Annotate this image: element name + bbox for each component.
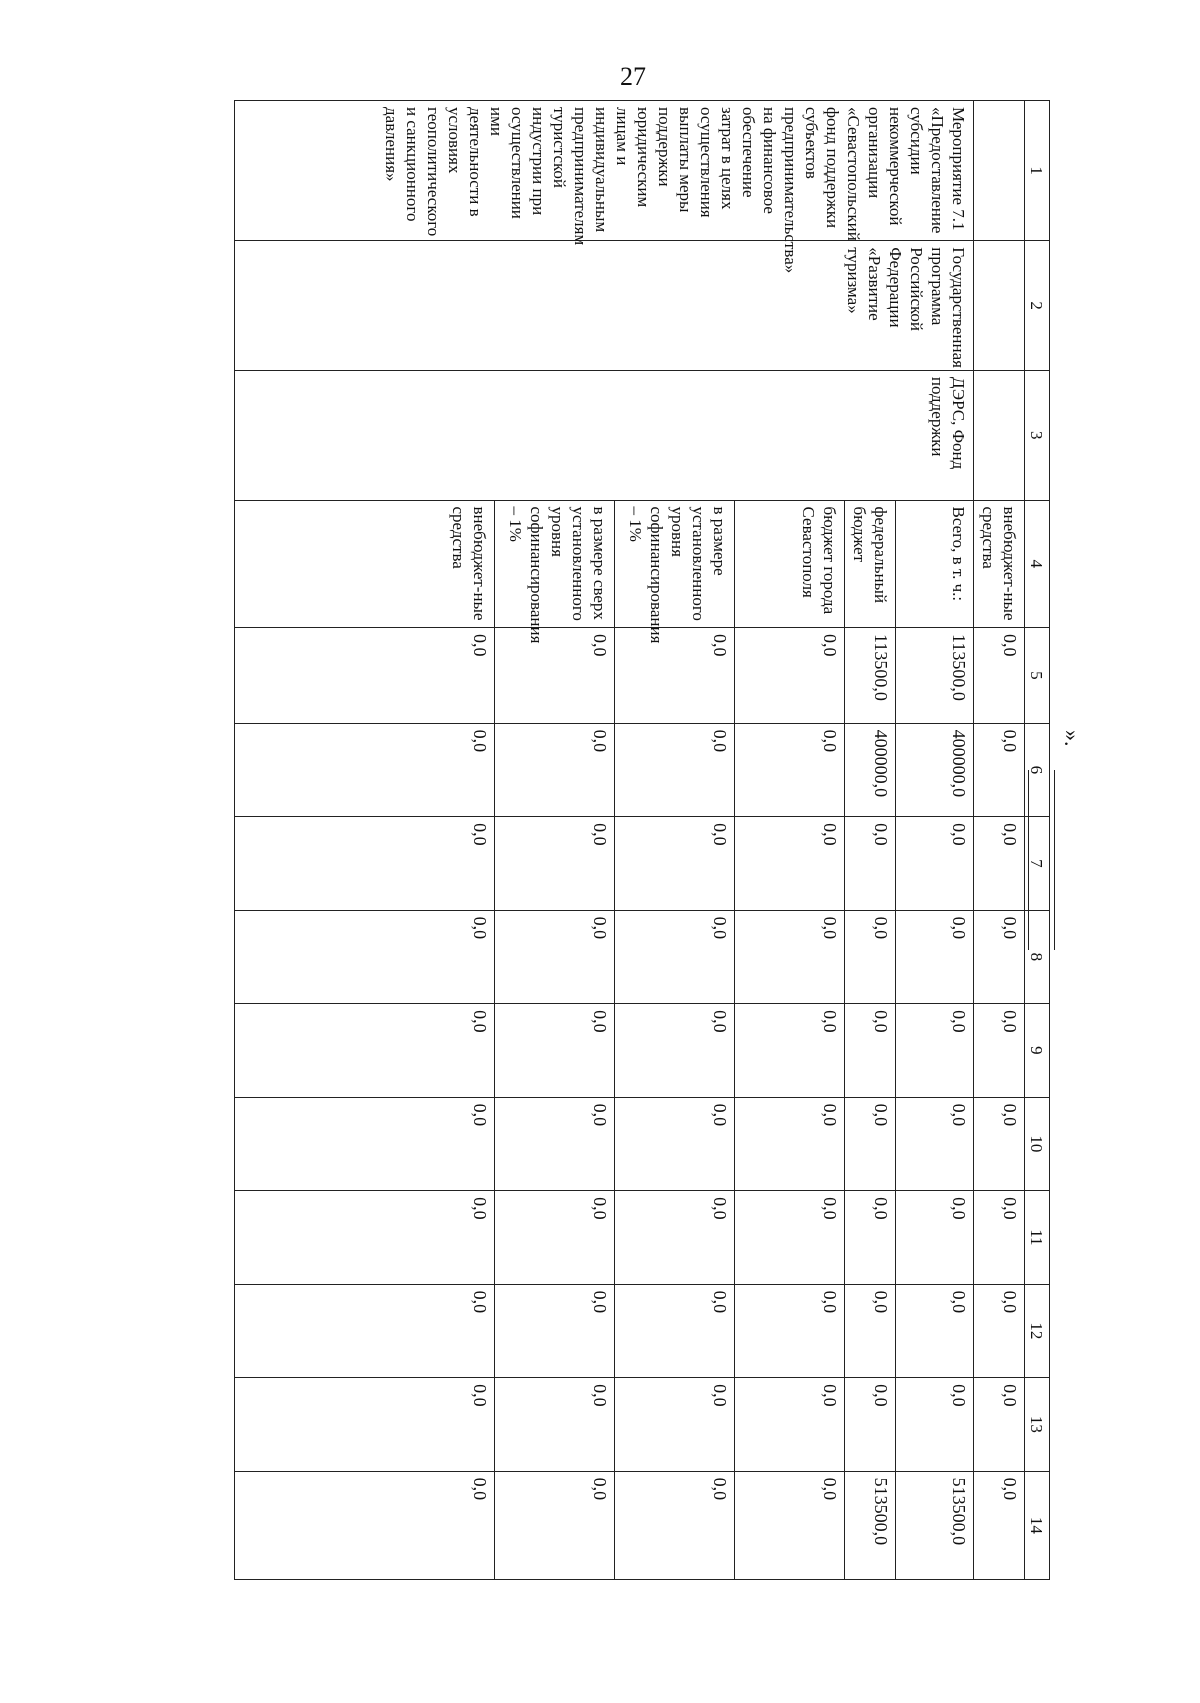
value-cell: 0,0 — [235, 1004, 495, 1098]
value-cell: 113500,0 — [845, 628, 896, 724]
value-cell: 0,0 — [615, 723, 735, 817]
value-cell: 0,0 — [845, 1004, 896, 1098]
value-cell: 0,0 — [974, 1097, 1025, 1191]
value-cell: 0,0 — [495, 817, 615, 911]
value-cell: 0,0 — [974, 910, 1025, 1004]
col-header: 11 — [1025, 1191, 1050, 1285]
value-cell: 0,0 — [845, 1097, 896, 1191]
value-cell: 0,0 — [845, 910, 896, 1004]
value-cell: 0,0 — [896, 817, 974, 911]
value-cell: 0,0 — [615, 1378, 735, 1472]
source-cell: в размере установленного уровня софинансирования – 1% — [615, 500, 735, 628]
col-header: 6 — [1025, 723, 1050, 817]
value-cell: 0,0 — [615, 1471, 735, 1579]
measure-title-cell: Мероприятие 7.1 «Предоставление субсидии некоммерческой организации «Севастопольский фонд поддержки субъектов предпринимательства» на финансовое обеспечение затрат в целях осуществления выплаты меры поддержки юридическим лицам и индивидуальным предпринимателям туристской индустрии при осуществлении ими деятельности в условиях геополитического и санкционного давления» — [235, 101, 974, 241]
value-cell: 0,0 — [974, 1471, 1025, 1579]
col-header: 8 — [1025, 910, 1050, 1004]
value-cell: 0,0 — [896, 1004, 974, 1098]
source-cell: внебюджет-ные средства — [974, 500, 1025, 628]
value-cell: 0,0 — [495, 1191, 615, 1285]
value-cell: 0,0 — [615, 1097, 735, 1191]
value-cell: 0,0 — [235, 817, 495, 911]
value-cell: 0,0 — [735, 723, 845, 817]
value-cell: 0,0 — [974, 1191, 1025, 1285]
source-cell: внебюджет-ные средства — [235, 500, 495, 628]
value-cell: 0,0 — [615, 1284, 735, 1378]
value-cell: 400000,0 — [845, 723, 896, 817]
value-cell: 0,0 — [235, 1471, 495, 1579]
table-row — [896, 101, 974, 1580]
value-cell: 0,0 — [845, 1191, 896, 1285]
value-cell: 0,0 — [735, 1471, 845, 1579]
value-cell: 0,0 — [974, 1284, 1025, 1378]
value-cell: 0,0 — [974, 628, 1025, 724]
value-cell: 0,0 — [615, 1191, 735, 1285]
value-cell: 0,0 — [235, 628, 495, 724]
page-number: 27 — [620, 62, 646, 91]
table-cell — [974, 370, 1025, 500]
value-cell: 0,0 — [495, 1004, 615, 1098]
value-cell: 0,0 — [974, 1004, 1025, 1098]
value-cell: 0,0 — [495, 910, 615, 1004]
value-cell: 0,0 — [495, 1471, 615, 1579]
program-cell: Государственная программа Российской Федерации «Развитие туризма» — [235, 241, 974, 371]
closing-quote: ». — [1060, 730, 1085, 747]
value-cell: 0,0 — [235, 1284, 495, 1378]
col-header: 3 — [1025, 370, 1050, 500]
value-cell: 0,0 — [495, 1378, 615, 1472]
table-cell — [974, 101, 1025, 241]
value-cell: 0,0 — [235, 1191, 495, 1285]
col-header: 12 — [1025, 1284, 1050, 1378]
value-cell: 0,0 — [495, 1284, 615, 1378]
col-header: 10 — [1025, 1097, 1050, 1191]
col-header: 5 — [1025, 628, 1050, 724]
value-cell: 0,0 — [735, 910, 845, 1004]
col-header: 9 — [1025, 1004, 1050, 1098]
col-header: 7 — [1025, 817, 1050, 911]
value-cell: 0,0 — [974, 1378, 1025, 1472]
value-cell: 0,0 — [495, 1097, 615, 1191]
value-cell: 0,0 — [735, 1004, 845, 1098]
value-cell: 0,0 — [974, 723, 1025, 817]
value-cell: 0,0 — [845, 1284, 896, 1378]
value-cell: 0,0 — [615, 1004, 735, 1098]
value-cell: 400000,0 — [896, 723, 974, 817]
col-header: 4 — [1025, 500, 1050, 628]
value-cell: 0,0 — [735, 817, 845, 911]
value-cell: 0,0 — [896, 1378, 974, 1472]
value-cell: 0,0 — [615, 628, 735, 724]
value-cell: 0,0 — [735, 1378, 845, 1472]
value-cell: 513500,0 — [845, 1471, 896, 1579]
value-cell: 0,0 — [735, 628, 845, 724]
value-cell: 0,0 — [896, 1191, 974, 1285]
closing-rule — [1028, 770, 1029, 950]
budget-table — [234, 100, 1050, 1580]
value-cell: 0,0 — [735, 1284, 845, 1378]
value-cell: 513500,0 — [896, 1471, 974, 1579]
col-header: 2 — [1025, 241, 1050, 371]
value-cell: 0,0 — [845, 817, 896, 911]
value-cell: 0,0 — [896, 910, 974, 1004]
closing-mark — [1025, 730, 1085, 1030]
value-cell: 0,0 — [495, 628, 615, 724]
source-cell: бюджет города Севастополя — [735, 500, 845, 628]
source-cell: федеральный бюджет — [845, 500, 896, 628]
value-cell: 0,0 — [615, 910, 735, 1004]
value-cell: 0,0 — [735, 1191, 845, 1285]
table-row — [974, 101, 1025, 1580]
value-cell: 0,0 — [235, 1378, 495, 1472]
col-header: 1 — [1025, 101, 1050, 241]
value-cell: 0,0 — [235, 910, 495, 1004]
value-cell: 0,0 — [974, 817, 1025, 911]
source-cell: в размере сверх установленного уровня софинансирования – 1% — [495, 500, 615, 628]
value-cell: 0,0 — [235, 723, 495, 817]
value-cell: 0,0 — [495, 723, 615, 817]
value-cell: 0,0 — [235, 1097, 495, 1191]
col-header: 14 — [1025, 1471, 1050, 1579]
value-cell: 0,0 — [845, 1378, 896, 1472]
value-cell: 0,0 — [896, 1284, 974, 1378]
value-cell: 0,0 — [615, 817, 735, 911]
value-cell: 0,0 — [735, 1097, 845, 1191]
source-cell: Всего, в т. ч.: — [896, 500, 974, 628]
executor-cell: ДЭРС, Фонд поддержки — [235, 370, 974, 500]
table-cell — [974, 241, 1025, 371]
col-header: 13 — [1025, 1378, 1050, 1472]
value-cell: 0,0 — [896, 1097, 974, 1191]
rotated-table-wrapper — [195, 100, 1050, 1580]
value-cell: 113500,0 — [896, 628, 974, 724]
closing-rule — [1054, 770, 1055, 950]
